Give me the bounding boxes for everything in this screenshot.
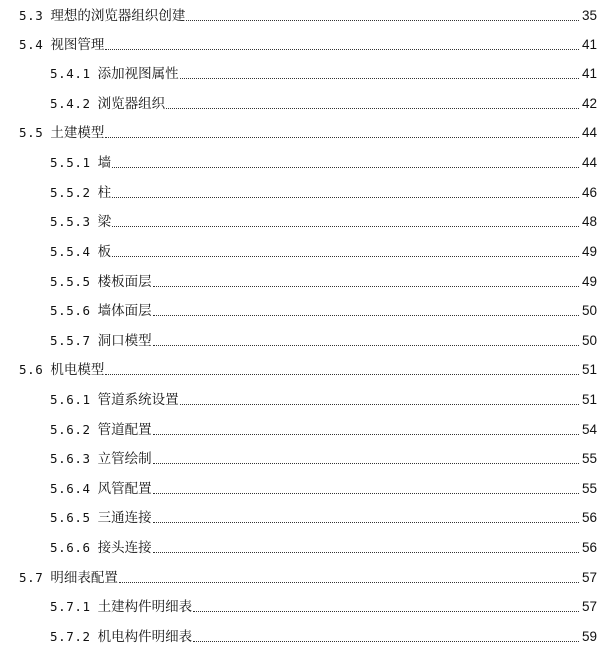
entry-title: 风管配置	[97, 481, 152, 497]
entry-number: 5.5.2	[50, 185, 91, 200]
entry-page-number: 57	[581, 599, 597, 614]
toc-entry[interactable]	[50, 206, 597, 230]
dot-leader	[112, 256, 579, 257]
entry-number: 5.4	[19, 37, 44, 52]
entry-page-number: 59	[581, 629, 597, 644]
toc-entry[interactable]	[50, 532, 597, 556]
toc-entry[interactable]	[50, 414, 597, 438]
entry-title: 视图管理	[50, 37, 105, 53]
entry-number: 5.5.4	[50, 244, 91, 259]
dot-leader	[193, 611, 579, 612]
entry-number: 5.6	[19, 362, 44, 377]
dot-leader	[180, 78, 579, 79]
entry-page-number: 50	[581, 303, 597, 318]
entry-title: 机电模型	[50, 362, 105, 378]
toc-entry[interactable]	[19, 117, 597, 141]
dot-leader	[112, 226, 579, 227]
toc-entry[interactable]	[50, 502, 597, 526]
entry-number: 5.6.4	[50, 481, 91, 496]
entry-page-number: 57	[581, 570, 597, 585]
dot-leader	[193, 641, 579, 642]
dot-leader	[112, 197, 579, 198]
entry-title: 立管绘制	[97, 451, 152, 467]
toc-entry[interactable]	[19, 354, 597, 378]
entry-page-number: 48	[581, 214, 597, 229]
entry-title: 墙体面层	[97, 303, 152, 319]
entry-page-number: 35	[581, 8, 597, 23]
entry-number: 5.4.1	[50, 66, 91, 81]
entry-title: 理想的浏览器组织创建	[50, 8, 186, 24]
entry-page-number: 51	[581, 362, 597, 377]
dot-leader	[105, 374, 579, 375]
dot-leader	[153, 434, 579, 435]
dot-leader	[186, 20, 579, 21]
entry-number: 5.7	[19, 570, 44, 585]
entry-title: 三通连接	[97, 510, 152, 526]
entry-title: 洞口模型	[97, 333, 152, 349]
entry-page-number: 56	[581, 510, 597, 525]
entry-title: 接头连接	[97, 540, 152, 556]
dot-leader	[105, 137, 579, 138]
entry-page-number: 42	[581, 96, 597, 111]
entry-number: 5.6.2	[50, 422, 91, 437]
entry-number: 5.4.2	[50, 96, 91, 111]
toc-entry[interactable]	[19, 0, 597, 24]
dot-leader	[153, 493, 579, 494]
entry-number: 5.6.3	[50, 451, 91, 466]
dot-leader	[119, 582, 579, 583]
entry-page-number: 44	[581, 155, 597, 170]
toc-entry[interactable]	[50, 147, 597, 171]
entry-title: 墙	[97, 155, 112, 171]
entry-title: 板	[97, 244, 112, 260]
dot-leader	[112, 167, 579, 168]
toc-entry[interactable]	[19, 29, 597, 53]
toc-entry[interactable]	[50, 177, 597, 201]
entry-page-number: 49	[581, 274, 597, 289]
dot-leader	[153, 463, 579, 464]
dot-leader	[180, 404, 579, 405]
dot-leader	[153, 315, 579, 316]
entry-page-number: 55	[581, 481, 597, 496]
entry-title: 楼板面层	[97, 274, 152, 290]
entry-number: 5.7.1	[50, 599, 91, 614]
toc-entry[interactable]	[50, 266, 597, 290]
toc-entry[interactable]	[19, 562, 597, 586]
entry-page-number: 55	[581, 451, 597, 466]
entry-title: 土建构件明细表	[97, 599, 193, 615]
entry-title: 浏览器组织	[97, 96, 166, 112]
entry-title: 明细表配置	[50, 570, 118, 586]
entry-number: 5.6.5	[50, 510, 91, 525]
entry-number: 5.5	[19, 125, 44, 140]
entry-title: 添加视图属性	[97, 66, 179, 82]
toc-entry[interactable]	[50, 621, 597, 645]
entry-page-number: 44	[581, 125, 597, 140]
entry-page-number: 50	[581, 333, 597, 348]
toc-entry[interactable]	[50, 58, 597, 82]
entry-page-number: 41	[581, 37, 597, 52]
toc-entry[interactable]	[50, 295, 597, 319]
toc-entry[interactable]	[50, 384, 597, 408]
dot-leader	[153, 522, 579, 523]
toc-entry[interactable]	[50, 443, 597, 467]
entry-page-number: 49	[581, 244, 597, 259]
entry-title: 梁	[97, 214, 112, 230]
dot-leader	[105, 49, 579, 50]
entry-title: 管道系统设置	[97, 392, 179, 408]
toc-entry[interactable]	[50, 236, 597, 260]
entry-number: 5.5.7	[50, 333, 91, 348]
toc-entry[interactable]	[50, 473, 597, 497]
entry-title: 柱	[97, 185, 112, 201]
dot-leader	[153, 286, 579, 287]
entry-number: 5.5.6	[50, 303, 91, 318]
entry-title: 管道配置	[97, 422, 152, 438]
entry-page-number: 56	[581, 540, 597, 555]
toc-entry[interactable]	[50, 88, 597, 112]
entry-number: 5.6.6	[50, 540, 91, 555]
entry-page-number: 41	[581, 66, 597, 81]
entry-number: 5.5.1	[50, 155, 91, 170]
dot-leader	[166, 108, 579, 109]
entry-number: 5.6.1	[50, 392, 91, 407]
entry-number: 5.7.2	[50, 629, 91, 644]
entry-title: 土建模型	[50, 125, 105, 141]
entry-number: 5.5.3	[50, 214, 91, 229]
entry-page-number: 54	[581, 422, 597, 437]
dot-leader	[153, 552, 579, 553]
entry-page-number: 51	[581, 392, 597, 407]
entry-page-number: 46	[581, 185, 597, 200]
toc-entry[interactable]	[50, 325, 597, 349]
entry-number: 5.3	[19, 8, 44, 23]
entry-title: 机电构件明细表	[97, 629, 193, 645]
dot-leader	[153, 345, 579, 346]
toc-entry[interactable]	[50, 591, 597, 615]
entry-number: 5.5.5	[50, 274, 91, 289]
